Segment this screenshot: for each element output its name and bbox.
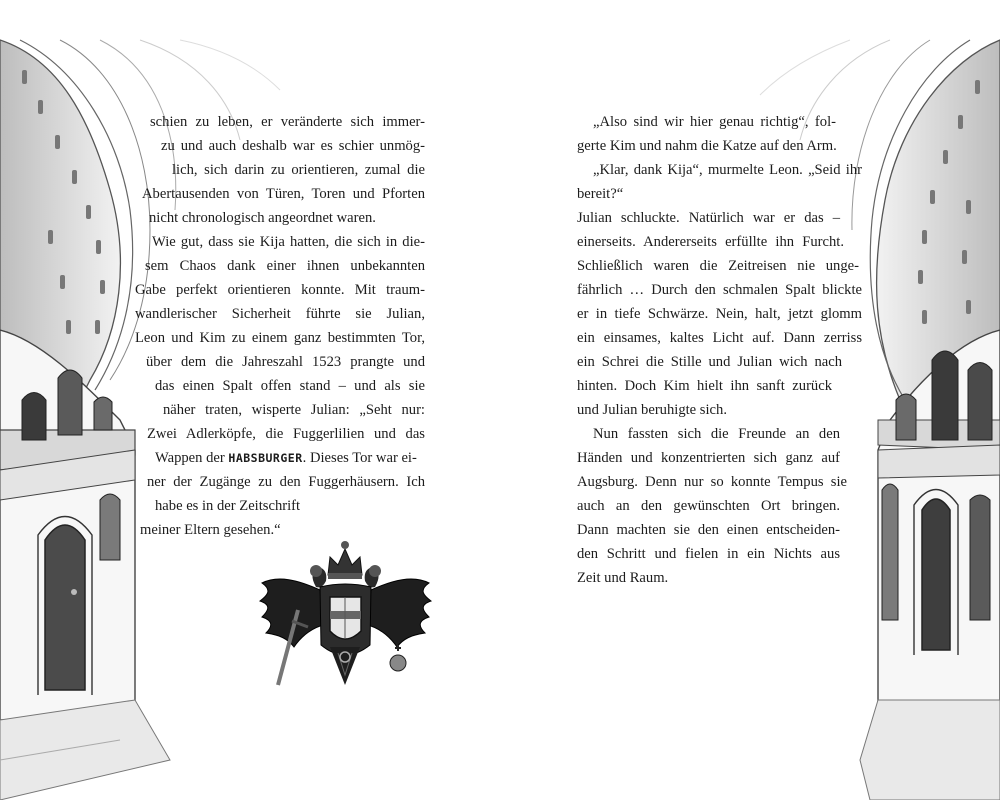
text-line: fährlich … Durch den schmalen Spalt blickte [577, 282, 862, 298]
text-line: gerte Kim und nahm die Katze auf den Arm. [577, 138, 837, 154]
text-line: sem Chaos dank einer ihnen unbekannten [145, 258, 425, 274]
text-line: Gabe perfekt orientieren konnte. Mit traum- [135, 282, 425, 298]
text-fragment: . Dieses Tor war ei- [302, 450, 417, 466]
text-fragment: Wappen der [155, 450, 225, 466]
text-line: Dann machten sie den einen entscheiden- [577, 522, 840, 538]
text-line: bereit?“ [577, 186, 624, 202]
text-line: er in tiefe Schwärze. Nein, halt, jetzt glomm [577, 306, 862, 322]
text-line: schien zu leben, er veränderte sich immer- [150, 114, 425, 130]
text-line: näher traten, wisperte Julian: „Seht nur: [163, 402, 425, 418]
text-line: und Julian beruhigte sich. [577, 402, 727, 418]
text-line: Augsburg. Denn nur so konnte Tempus sie [577, 474, 847, 490]
text-line: Wie gut, dass sie Kija hatten, die sich in die- [152, 234, 425, 250]
text-line: wandlerischer Sicherheit führte sie Julian, [135, 306, 425, 322]
habsburger-word: HABSBURGER [228, 451, 303, 465]
text-line: Julian schluckte. Natürlich war er das – [577, 210, 840, 226]
text-line: Schließlich waren die Zeitreisen nie unge- [577, 258, 859, 274]
text-line: lich, sich darin zu orientieren, zumal die [172, 162, 425, 178]
text-line: Zwei Adlerköpfe, die Fuggerlilien und das [147, 426, 425, 442]
text-line: über dem die Jahreszahl 1523 prangte und [146, 354, 425, 370]
text-line: das einen Spalt offen stand – und als sie [155, 378, 425, 394]
text-line: hinten. Doch Kim hielt ihn sanft zurück [577, 378, 832, 394]
text-line: habe es in der Zeitschrift [155, 498, 301, 514]
text-line: „Klar, dank Kija“, murmelte Leon. „Seid ihr [593, 162, 862, 178]
text-line: ein Schrei die Stille und Julian wich nach [577, 354, 842, 370]
text-line: Abertausenden von Türen, Toren und Pforten [142, 186, 425, 202]
text-line: Händen und konzentrierten sich ganz auf [577, 450, 840, 466]
text-line: ner der Zugänge zu den Fuggerhäusern. Ich [147, 474, 425, 490]
text-line: Nun fassten sich die Freunde an den [593, 426, 840, 442]
text-line: Zeit und Raum. [577, 570, 669, 586]
text-line: ein einsames, kaltes Licht auf. Dann zerriss [577, 330, 862, 346]
text-line: Leon und Kim zu einem ganz bestimmten Tor, [135, 330, 425, 346]
text-line: einerseits. Andererseits erfüllte ihn Furcht. [577, 234, 844, 250]
text-line: zu und auch deshalb war es schier unmög- [161, 138, 425, 154]
right-page-text [0, 110, 870, 600]
text-line: nicht chronologisch angeordnet waren. [149, 210, 376, 226]
text-line: meiner Eltern gesehen.“ [140, 522, 281, 538]
text-line: auch an den gewünschten Ort bringen. [577, 498, 840, 514]
text-line: „Also sind wir hier genau richtig“, fol- [593, 114, 836, 130]
text-line: den Schritt und fielen in ein Nichts aus [577, 546, 840, 562]
